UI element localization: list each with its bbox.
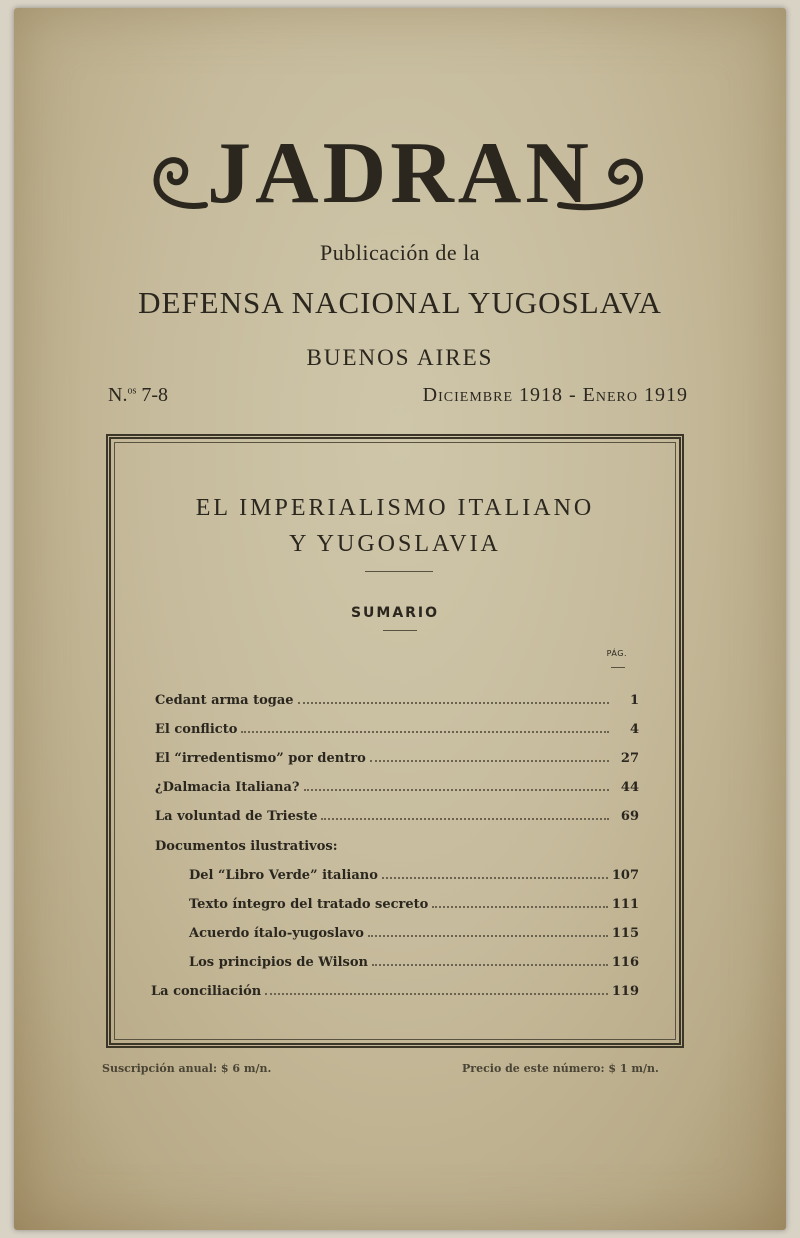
toc-item xyxy=(189,926,639,948)
toc-leader xyxy=(304,789,609,791)
left-flourish-icon xyxy=(156,160,205,206)
article-title-line2: Y YUGOSLAVIA xyxy=(289,531,501,557)
toc-item xyxy=(155,722,639,744)
toc-item-title: ¿Dalmacia Italiana? xyxy=(155,780,300,795)
toc-item-title: La voluntad de Trieste xyxy=(155,809,318,824)
toc-leader xyxy=(321,818,609,820)
toc-item-page: 115 xyxy=(611,926,639,941)
toc-item-title: Los principios de Wilson xyxy=(189,955,368,970)
toc-item-title: Acuerdo ítalo-yugoslavo xyxy=(189,926,364,941)
summary-heading: SUMARIO xyxy=(350,605,440,621)
toc-leader xyxy=(370,760,609,762)
issue-price: Precio de este número: $ 1 m/n. xyxy=(462,1062,659,1075)
organization-name: DEFENSA NACIONAL YUGOSLAVA xyxy=(138,285,662,320)
issue-number-value: 7-8 xyxy=(136,384,169,406)
toc-item-title: Del “Libro Verde” italiano xyxy=(189,868,378,883)
toc-item-page: 69 xyxy=(620,809,639,824)
publication-subtitle: Publicación de la xyxy=(319,240,480,265)
toc-leader xyxy=(432,906,608,908)
toc-item xyxy=(189,868,639,890)
masthead-svg xyxy=(0,110,800,230)
page-column-label: PÁG. xyxy=(606,649,627,658)
toc-leader xyxy=(265,993,608,995)
toc-leader xyxy=(368,935,608,937)
issue-number xyxy=(108,384,168,407)
toc-leader xyxy=(382,877,608,879)
toc-item-page: 44 xyxy=(620,780,639,795)
toc-item-title: El “irredentismo” por dentro xyxy=(155,751,366,766)
toc-item xyxy=(189,897,639,919)
toc-item xyxy=(155,780,639,802)
toc-item-title: El conflicto xyxy=(155,722,238,737)
toc-item-page: 4 xyxy=(629,722,639,737)
table-of-contents xyxy=(115,443,675,1039)
toc-item xyxy=(155,751,639,773)
toc-item-page: 27 xyxy=(620,751,639,766)
issue-number-sup: os xyxy=(127,385,137,397)
issue-number-prefix: N. xyxy=(108,384,128,406)
toc-documents-heading: Documentos ilustrativos: xyxy=(155,839,338,854)
masthead-title: JADRAN xyxy=(207,125,593,222)
toc-item-page: 119 xyxy=(611,984,639,999)
toc-item xyxy=(155,693,639,715)
toc-item-page: 116 xyxy=(611,955,639,970)
city-name: BUENOS AIRES xyxy=(306,345,494,370)
toc-item-title: Cedant arma togae xyxy=(155,693,294,708)
toc-item xyxy=(151,984,639,1006)
toc-item-page: 111 xyxy=(611,897,639,912)
masthead xyxy=(0,110,800,230)
issue-date: Diciembre 1918 - Enero 1919 xyxy=(422,384,688,406)
toc-item-title: Texto íntegro del tratado secreto xyxy=(189,897,429,912)
issue-row xyxy=(108,384,688,414)
toc-leader xyxy=(298,702,609,704)
toc-leader xyxy=(372,964,608,966)
toc-item-page: 1 xyxy=(629,693,639,708)
toc-item xyxy=(155,809,639,831)
article-title-line1: EL IMPERIALISMO ITALIANO xyxy=(195,495,595,521)
toc-leader xyxy=(241,731,609,733)
toc-item-page: 107 xyxy=(611,868,639,883)
contents-box xyxy=(106,434,684,1048)
contents-box-inner xyxy=(114,442,676,1040)
toc-item xyxy=(189,955,639,977)
subscription-price: Suscripción anual: $ 6 m/n. xyxy=(102,1062,272,1075)
toc-item-title: La conciliación xyxy=(151,984,262,999)
